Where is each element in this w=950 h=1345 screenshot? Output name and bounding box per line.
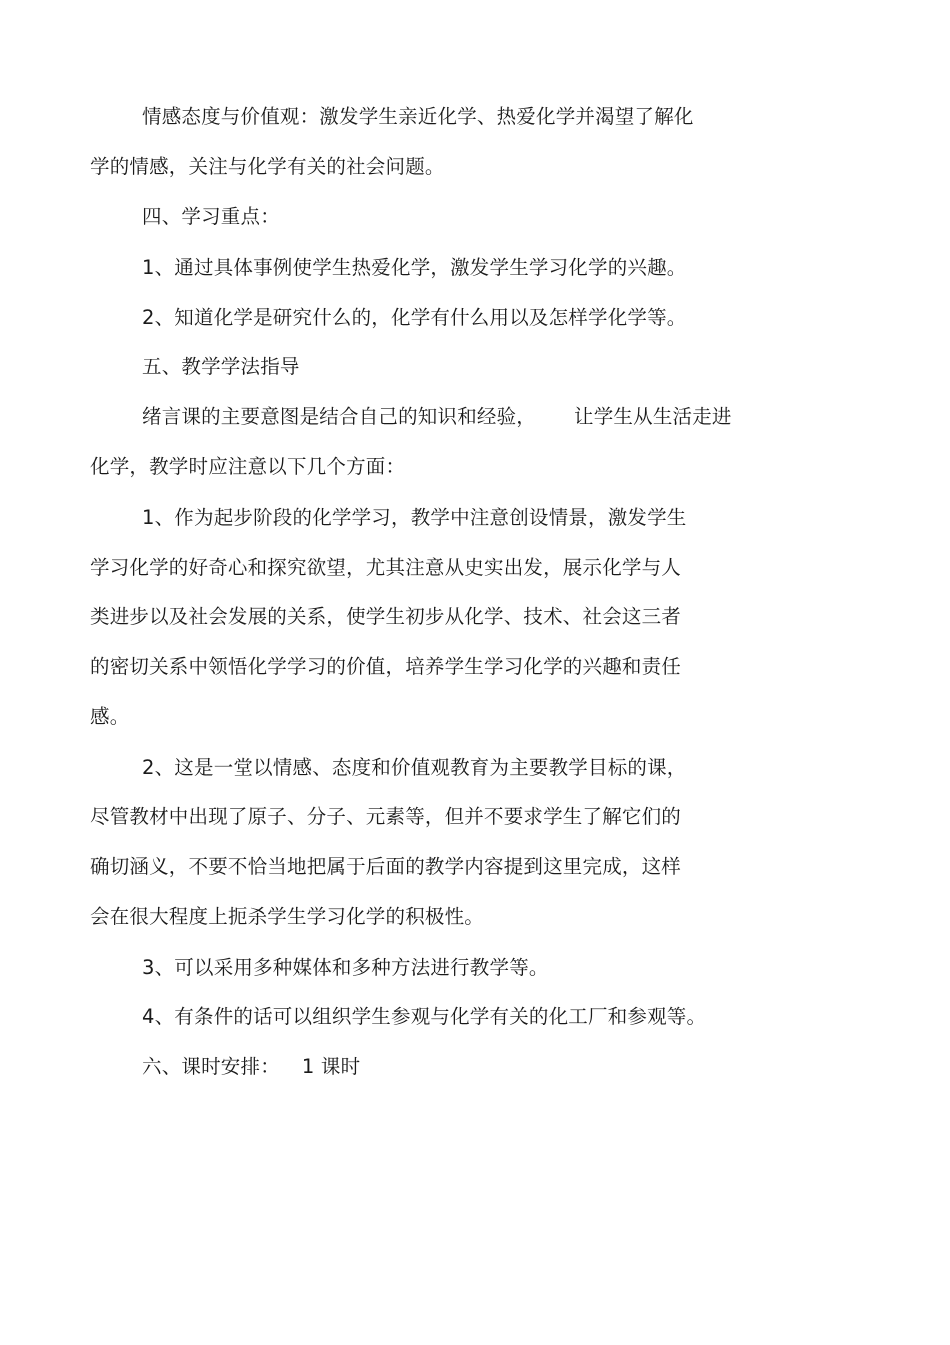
list-item-method-2-cont-b: 确切涵义，不要不恰当地把属于后面的教学内容提到这里完成，这样 — [90, 855, 682, 878]
list-item-method-3: 3、可以采用多种媒体和多种方法进行教学等。 — [142, 956, 549, 979]
text-line-emotion-goal-cont: 学的情感，关注与化学有关的社会问题。 — [90, 155, 445, 178]
list-item-method-1-cont-c: 的密切关系中领悟化学学习的价值，培养学生学习化学的兴趣和责任 — [90, 655, 682, 678]
text-segment-intro-b: 让学生从生活走进 — [574, 405, 732, 428]
text-line-emotion-goal: 情感态度与价值观：激发学生亲近化学、热爱化学并渴望了解化 — [142, 105, 694, 128]
list-item-method-2: 2、这是一堂以情感、态度和价值观教育为主要教学目标的课， — [142, 756, 687, 779]
text-segment-intro-a: 绪言课的主要意图是结合自己的知识和经验， — [142, 405, 537, 428]
list-item-key-point-1: 1、通过具体事例使学生热爱化学，激发学生学习化学的兴趣。 — [142, 256, 687, 279]
schedule-label: 六、课时安排： — [142, 1055, 280, 1078]
schedule-value: 1 课时 — [301, 1055, 361, 1078]
list-item-method-1: 1、作为起步阶段的化学学习，教学中注意创设情景，激发学生 — [142, 506, 687, 529]
list-item-method-1-cont-d: 感。 — [90, 705, 130, 728]
list-item-method-2-cont-c: 会在很大程度上扼杀学生学习化学的积极性。 — [90, 905, 485, 928]
section-heading-key-points: 四、学习重点： — [142, 205, 280, 228]
text-line-intro-purpose — [142, 405, 732, 429]
list-item-method-1-cont-b: 类进步以及社会发展的关系，使学生初步从化学、技术、社会这三者 — [90, 605, 682, 628]
section-heading-schedule — [142, 1055, 360, 1079]
list-item-method-2-cont-a: 尽管教材中出现了原子、分子、元素等，但并不要求学生了解它们的 — [90, 805, 682, 828]
list-item-method-1-cont-a: 学习化学的好奇心和探究欲望，尤其注意从史实出发，展示化学与人 — [90, 556, 682, 579]
list-item-key-point-2: 2、知道化学是研究什么的，化学有什么用以及怎样学化学等。 — [142, 306, 687, 329]
text-line-intro-purpose-cont: 化学，教学时应注意以下几个方面： — [90, 455, 406, 478]
list-item-method-4: 4、有条件的话可以组织学生参观与化学有关的化工厂和参观等。 — [142, 1005, 707, 1028]
section-heading-teaching-method: 五、教学学法指导 — [142, 355, 300, 378]
